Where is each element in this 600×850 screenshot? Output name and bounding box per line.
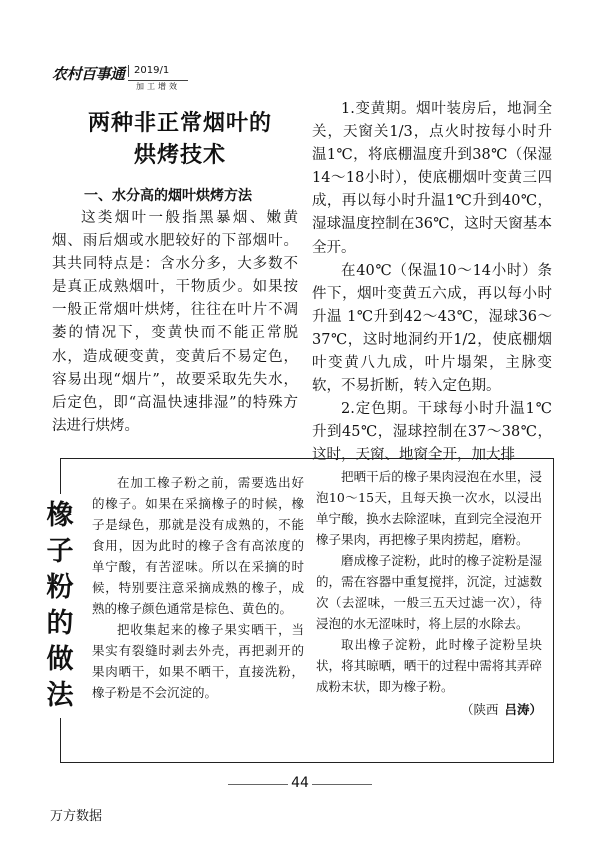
page-number: 44 bbox=[291, 775, 309, 791]
sidebar-right-column bbox=[316, 466, 542, 720]
magazine-header bbox=[52, 63, 212, 97]
sidebar-paragraph: 把晒干后的橡子果肉浸泡在水里，浸泡10～15天，且每天换一次水，以浸出单宁酸，换水去除涩味，直到完全浸泡开橡子果肉，再把橡子果肉捞起，磨粉。 bbox=[316, 469, 542, 547]
sidebar-paragraph: 磨成橡子淀粉，此时的橡子淀粉是湿的，需在容器中重复搅拌，沉淀，过滤数次（去涩味，一般三五天过滤一次），待浸泡的水无涩味时，将上层的水除去。 bbox=[316, 553, 542, 631]
byline-author: 吕涛） bbox=[504, 702, 542, 717]
source-footer: 万方数据 bbox=[50, 809, 103, 824]
page-number-rule-right bbox=[312, 784, 372, 785]
article-left-column bbox=[52, 207, 298, 438]
article-paragraph: 这类烟叶一般指黑暴烟、嫩黄烟、雨后烟或水肥较好的下部烟叶。其共同特点是：含水分多，大多数不是真正成熟烟叶，干物质少。如果按一般正常烟叶烘烤，往往在叶片不凋萎的情况下，变黄快而不能正常脱水，造成硬变黄，变黄后不易定色，容易出现“烟片”，故要采取先失水，后定色，即“高温快速排湿”的特殊方法进行烘烤。 bbox=[52, 210, 298, 434]
article-right-column bbox=[312, 98, 552, 468]
article-paragraph: 1.变黄期。烟叶装房后，地洞全关，天窗关1/3，点火时按每小时升温1℃，将底棚温度升到38℃（保湿14～18小时），使底棚烟叶变黄三四成，再以每小时升温1℃升到40℃，湿球温度控制在36℃，这时天窗基本全开。 bbox=[312, 101, 552, 256]
article-title-line2: 烘烤技术 bbox=[133, 143, 226, 168]
article-title bbox=[60, 108, 300, 172]
byline-region: （陕西 bbox=[460, 702, 499, 717]
section-heading: 一、水分高的烟叶烘烤方法 bbox=[84, 188, 252, 204]
article-paragraph: 在40℃（保温10～14小时）条件下，烟叶变黄五六成，再以每小时升温 1℃升到42～43℃，湿球36～37℃，这时地洞约开1/2，使底棚烟叶变黄八九成，叶片塌架，主脉变软，不易折断，转入定色期。 bbox=[312, 262, 552, 395]
magazine-name: 农村百事通 bbox=[52, 65, 125, 83]
sidebar-paragraph: 取出橡子淀粉，此时橡子淀粉呈块状，将其晾晒，晒干的过程中需将其弄碎成粉末状，即为橡子粉。 bbox=[316, 637, 542, 694]
byline bbox=[316, 699, 542, 720]
sidebar-left-column bbox=[92, 472, 304, 703]
column-tag: 加工增效 bbox=[128, 80, 188, 93]
article-paragraph: 2.定色期。干球每小时升温1℃升到45℃，湿球控制在37～38℃，这时，天窗、地窗全开，加大排 bbox=[312, 401, 552, 464]
sidebar-title: 橡子粉的做法 bbox=[40, 494, 80, 718]
article-title-line1: 两种非正常烟叶的 bbox=[87, 111, 272, 136]
issue-label: 2019/1 bbox=[128, 65, 169, 77]
sidebar-paragraph: 把收集起来的橡子果实晒干，当果实有裂缝时剥去外壳，再把剥开的果肉晒干，如果不晒干，直接洗粉，橡子粉是不会沉淀的。 bbox=[92, 622, 304, 700]
sidebar-paragraph: 在加工橡子粉之前，需要选出好的橡子。如果在采摘橡子的时候，橡子是绿色，那就是没有成熟的，不能食用，因为此时的橡子含有高浓度的单宁酸，有苦涩味。所以在采摘的时候，特别要注意采摘成熟的橡子，成熟的橡子颜色通常是棕色、黄色的。 bbox=[92, 475, 304, 616]
